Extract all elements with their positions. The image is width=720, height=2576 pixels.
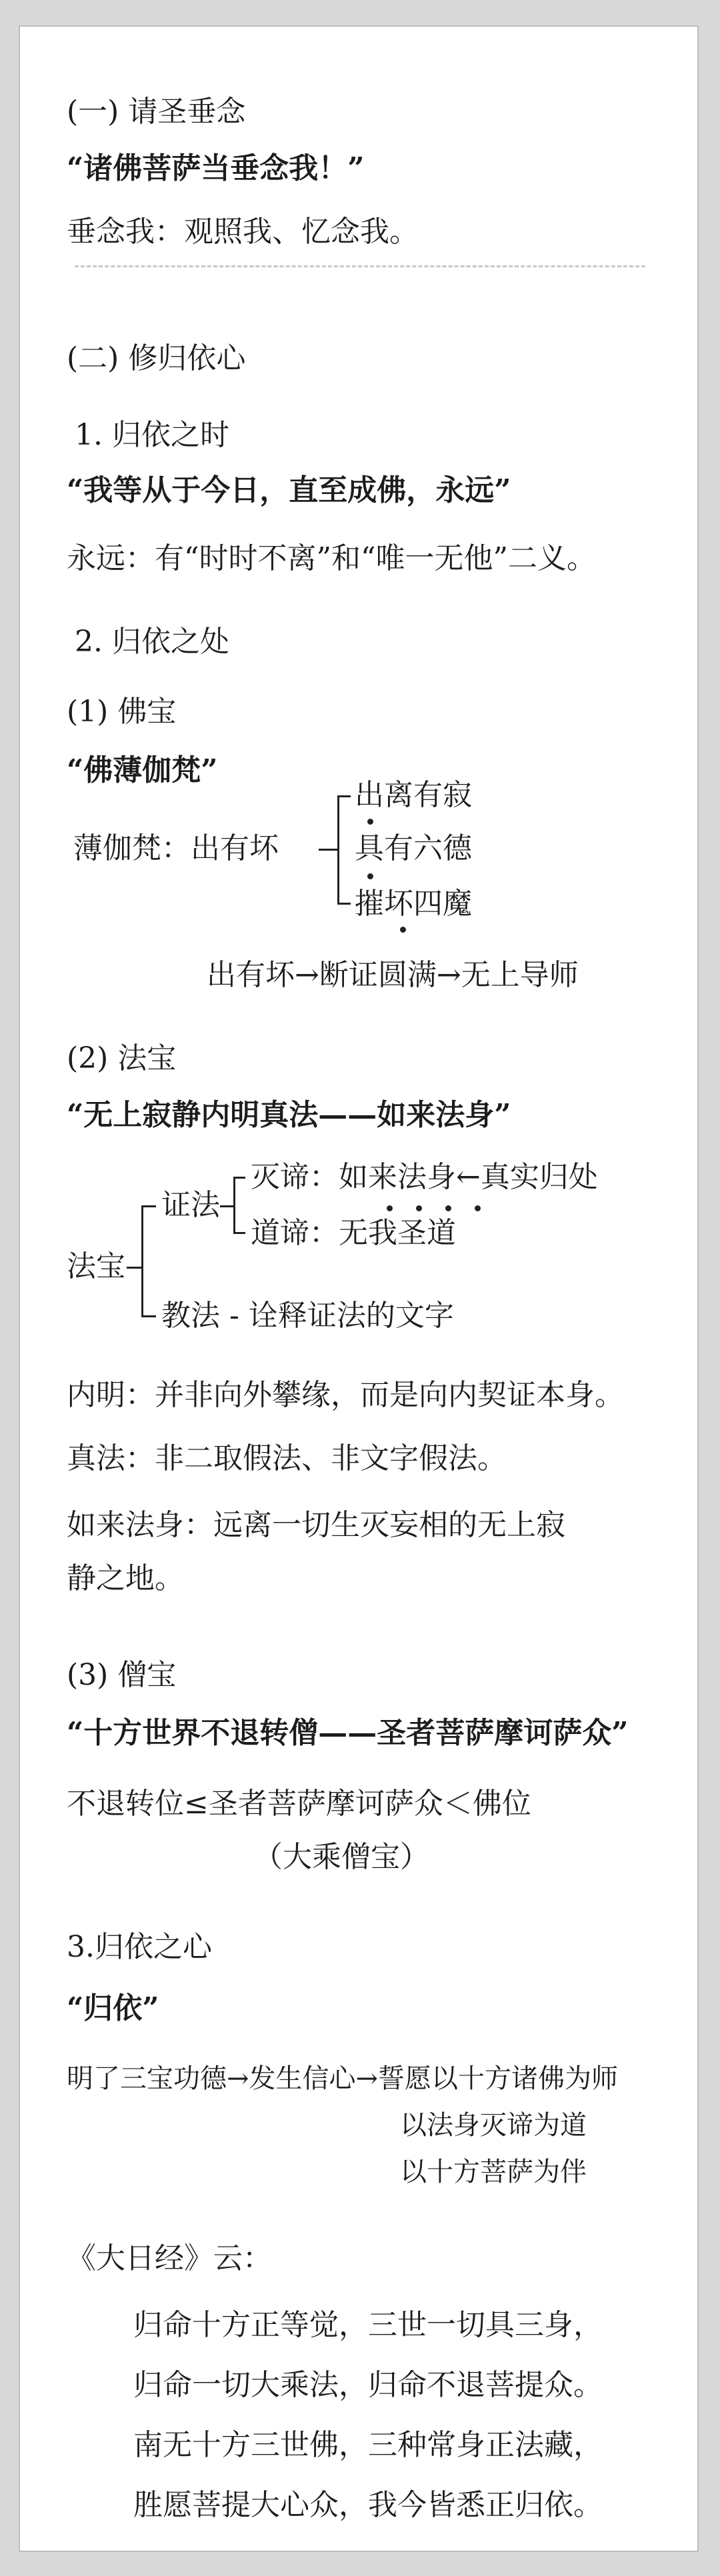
tree-bracket	[233, 1177, 235, 1234]
tree-tick	[233, 1232, 245, 1234]
emphasis-dot	[400, 927, 406, 933]
tree-tick	[141, 1205, 156, 1207]
tree-tick	[337, 903, 351, 905]
quote: “诸佛菩萨当垂念我！”	[67, 151, 365, 185]
subsection-title: 2. 归依之处	[75, 625, 229, 659]
chain: 出有坏→断证圆满→无上导师	[207, 958, 579, 992]
verse-line: 归命十方正等觉，三世一切具三身，	[133, 2308, 603, 2342]
note: 真法：非二取假法、非文字假法。	[67, 1441, 507, 1475]
emphasis-dot	[445, 1205, 451, 1211]
item-title: (1) 佛宝	[67, 695, 177, 729]
note-card	[19, 25, 699, 2552]
note: 永远：有“时时不离”和“唯一无他”二义。	[67, 541, 596, 575]
quote: “无上寂静内明真法——如来法身”	[67, 1098, 511, 1132]
tree-branch: 摧坏四魔	[355, 887, 472, 921]
dashed-divider	[75, 265, 645, 267]
tree-leaf: 灭谛：如来法身←真实归处	[251, 1160, 598, 1194]
chain: 明了三宝功德→发生信心→誓愿以十方诸佛为师	[67, 2063, 619, 2094]
tree-tick	[141, 1315, 156, 1317]
verse-line: 胜愿菩提大心众，我今皆悉正归依。	[133, 2488, 603, 2522]
emphasis-dot	[387, 1205, 393, 1211]
item-title: (2) 法宝	[67, 1041, 177, 1075]
tree-branch: 证法	[161, 1188, 220, 1222]
section-heading: (二) 修归依心	[67, 341, 246, 375]
emphasis-dot	[367, 873, 373, 879]
subsection-title: 3.归依之心	[67, 1930, 212, 1964]
tree-tick	[337, 795, 351, 797]
quote: “佛薄伽梵”	[67, 753, 218, 787]
tree-tick	[233, 1177, 245, 1179]
verse-line: 南无十方三世佛，三种常身正法藏，	[133, 2428, 603, 2462]
section-heading: (一) 请圣垂念	[67, 95, 246, 129]
tree-root: 薄伽梵：出有坏	[73, 831, 279, 865]
emphasis-dot	[416, 1205, 422, 1211]
quote: “归依”	[67, 1991, 159, 2025]
subsection-title: 1. 归依之时	[75, 418, 229, 452]
tree-bracket	[337, 795, 339, 905]
emphasis-dot	[475, 1205, 481, 1211]
tree-branch: 具有六德	[355, 831, 472, 865]
tree-branch: 教法 - 诠释证法的文字	[161, 1299, 454, 1333]
chain-cont: 以法身灭谛为道	[400, 2110, 587, 2141]
chain-cont: 以十方菩萨为伴	[400, 2157, 587, 2187]
tree-branch: 出离有寂	[355, 778, 472, 812]
tree-connector	[127, 1267, 141, 1269]
tree-connector	[220, 1205, 233, 1207]
relation: 不退转位≤圣者菩萨摩诃萨众＜佛位	[67, 1787, 531, 1821]
relation-sub: （大乘僧宝）	[253, 1840, 429, 1874]
sutra-intro: 《大日经》云：	[67, 2241, 272, 2275]
item-title: (3) 僧宝	[67, 1658, 177, 1692]
quote: “十方世界不退转僧——圣者菩萨摩诃萨众”	[67, 1716, 629, 1750]
tree-leaf: 道谛：无我圣道	[251, 1216, 456, 1250]
tree-connector	[319, 849, 337, 851]
note: 垂念我：观照我、忆念我。	[67, 215, 419, 249]
quote: “我等从于今日，直至成佛，永远”	[67, 473, 511, 507]
note: 静之地。	[67, 1561, 184, 1595]
note: 内明：并非向外攀缘，而是向内契证本身。	[67, 1378, 624, 1412]
note: 如来法身：远离一切生灭妄相的无上寂	[67, 1508, 565, 1542]
tree-bracket	[141, 1205, 143, 1317]
verse-line: 归命一切大乘法，归命不退菩提众。	[133, 2368, 603, 2402]
tree-root: 法宝	[67, 1249, 125, 1283]
emphasis-dot	[367, 819, 373, 825]
